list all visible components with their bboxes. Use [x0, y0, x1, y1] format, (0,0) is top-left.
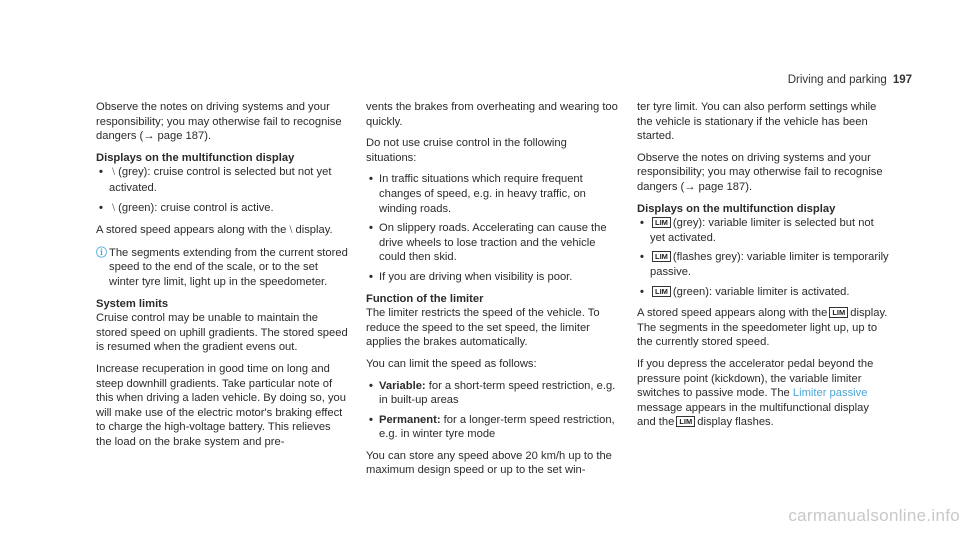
recuperation-paragraph: Increase recuperation in good time on long and steep downhill gradients. Take particular note of this when driving a laden vehicle. By doing so, you will make use of the electric motor's braking effect to charge the high-voltage battery. This relieves the load on the brake system and pre- — [96, 362, 347, 448]
list-item — [366, 379, 618, 408]
continued-paragraph: vents the brakes from overheating and wearing too quickly. — [366, 101, 618, 128]
variable-label: Variable: — [379, 379, 426, 392]
column-1 — [96, 100, 348, 456]
limiter-icon: LIM — [676, 416, 695, 427]
text-span: A stored speed appears along with the — [637, 307, 828, 320]
text-span: display flashes. — [697, 416, 774, 429]
text-span: display. — [295, 224, 333, 237]
displays-heading: Displays on the multifunction display — [96, 151, 295, 164]
page-number: 197 — [892, 74, 912, 86]
section-title: Driving and parking — [787, 74, 887, 86]
limiter-icon: LIM — [652, 251, 671, 262]
continued-paragraph: ter tyre limit. You can also perform settings while the vehicle is stationary if the vehicle has been started. — [637, 101, 877, 143]
list-item — [96, 165, 348, 195]
limiter-display-list — [637, 216, 889, 299]
system-limits-heading: System limits — [96, 297, 169, 310]
column-3 — [637, 100, 889, 437]
list-item-text: for a short-term speed restriction, e.g. in built-up areas — [379, 379, 616, 407]
list-item — [637, 250, 889, 279]
text-span: A stored speed appears along with the — [96, 224, 287, 237]
list-item-text: (green): variable limiter is activated. — [672, 285, 850, 298]
limiter-paragraph: The limiter restricts the speed of the vehicle. To reduce the speed to the set speed, the limiter applies the brakes automatically. — [366, 307, 600, 349]
text-span: message appears in the multifunctional display and the — [637, 401, 869, 429]
text-span: If you depress the accelerator pedal beyond the pressure point (kickdown), the variable limiter switches to passive mode. The — [637, 357, 874, 400]
note-text: The segments extending from the current stored speed to the end of the scale, or to the set winter tyre limit, light up in the speedometer. — [109, 246, 348, 288]
page-header — [788, 73, 912, 88]
limiter-icon: LIM — [652, 217, 671, 228]
list-item: • In traffic situations which require frequent changes of speed, e.g. in heavy traffic, on winding roads. — [366, 172, 618, 216]
kickdown-paragraph — [637, 357, 889, 430]
list-item — [96, 201, 348, 217]
list-item — [366, 413, 618, 442]
list-item — [637, 285, 889, 300]
limiter-heading: Function of the limiter — [366, 292, 484, 305]
list-item: • On slippery roads. Accelerating can cause the drive wheels to lose traction and the vehicle could then skid. — [366, 221, 618, 265]
column-2 — [366, 100, 618, 485]
info-icon: ⓘ — [96, 246, 107, 259]
limiter-passive-message: Limiter passive — [792, 387, 868, 400]
list-item-text: (grey): variable limiter is selected but not yet activated. — [650, 217, 874, 244]
intro-paragraph: Observe the notes on driving systems and your responsibility; you may otherwise fail to recognise dangers (→ page 187). — [96, 101, 342, 143]
displays-heading: Displays on the multifunction display — [637, 202, 836, 215]
list-item-text: (green): cruise control is active. — [118, 201, 274, 214]
list-item — [637, 216, 889, 245]
permanent-label: Permanent: — [379, 413, 441, 426]
do-not-use-paragraph: Do not use cruise control in the following situations: — [366, 137, 567, 164]
text-span: display. The segments in the speedometer light up, up to the currently stored speed. — [637, 307, 888, 349]
limiter-icon: LIM — [829, 307, 848, 318]
cruise-control-icon: ⧵ — [289, 225, 293, 237]
stored-speed-paragraph — [637, 306, 889, 350]
cruise-control-icon: ⧵ — [112, 202, 116, 214]
list-item: • If you are driving when visibility is poor. — [366, 270, 618, 285]
list-item-text: (grey): cruise control is selected but not yet activated. — [109, 166, 332, 194]
situation-list — [366, 172, 618, 284]
stored-speed-paragraph — [96, 223, 348, 239]
list-item-text: for a longer-term speed restriction, e.g. in winter tyre mode — [379, 413, 615, 441]
list-item-text: (flashes grey): variable limiter is temporarily passive. — [650, 251, 889, 278]
cruise-control-icon: ⧵ — [112, 167, 116, 179]
limiter-mode-list — [366, 379, 618, 442]
limits-paragraph: Cruise control may be unable to maintain the stored speed on uphill gradients. The stored speed is resumed when the gradient evens out. — [96, 312, 348, 354]
limit-ways-paragraph: You can limit the speed as follows: — [366, 357, 537, 370]
limiter-icon: LIM — [652, 286, 671, 297]
observe-paragraph: Observe the notes on driving systems and your responsibility; you may otherwise fail to recognise dangers (→ page 187). — [637, 151, 883, 193]
note-block — [96, 246, 348, 290]
display-list — [96, 165, 348, 216]
watermark: carmanualsonline.info — [788, 506, 960, 526]
store-speed-paragraph: You can store any speed above 20 km/h up to the maximum design speed or up to the set win- — [366, 449, 612, 477]
